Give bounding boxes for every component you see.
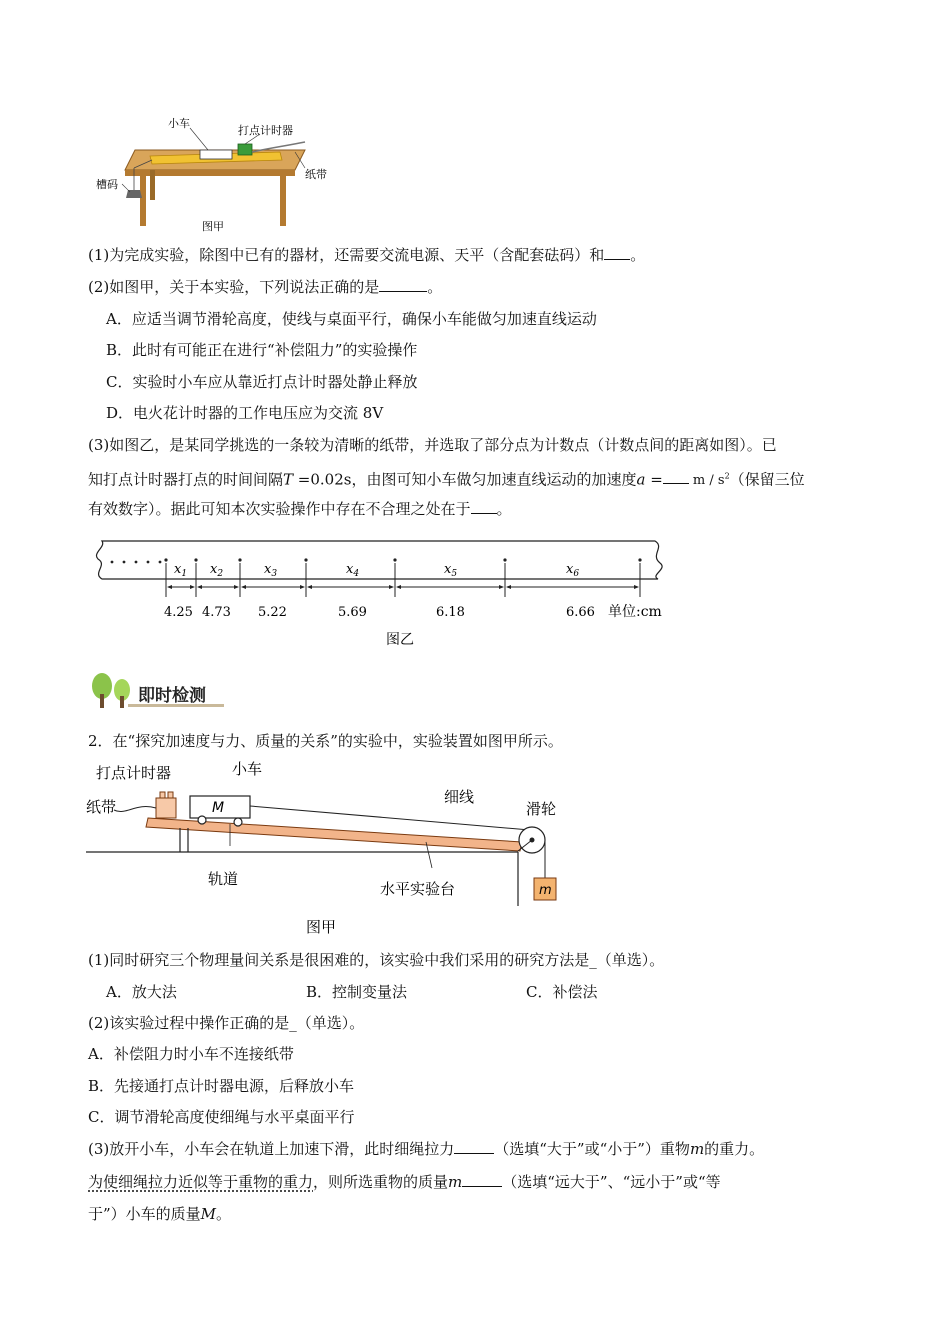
- q1-option-b: B．此时有可能正在进行“补偿阻力”的实验操作: [106, 341, 418, 359]
- weight-mass-label: m: [539, 883, 552, 898]
- segment-value-1: 4.25: [164, 605, 193, 620]
- q2-part1-option-b: B．控制变量法: [306, 983, 408, 1001]
- q2-part3-line1: (3)放开小车，小车会在轨道上加速下滑，此时细绳拉力 （选填“大于”或“小于”）重物m的重力。: [88, 1140, 765, 1158]
- figure-caption: 图甲: [202, 220, 224, 233]
- segment-value-4: 5.69: [338, 605, 367, 620]
- figure-incline-apparatus: [86, 756, 566, 946]
- q2-part2-option-b: B．先接通打点计时器电源，后释放小车: [88, 1077, 355, 1095]
- q2-part1-option-c: C．补偿法: [526, 983, 598, 1001]
- label-tape: 纸带: [86, 798, 117, 816]
- q1-option-a: A．应适当调节滑轮高度，使线与桌面平行，确保小车能做匀加速直线运动: [106, 310, 597, 328]
- segment-value-6: 6.66: [566, 605, 595, 620]
- segment-label-x5: $x_5$: [444, 562, 458, 579]
- q1-part2: (2)如图甲，关于本实验，下列说法正确的是 。: [88, 278, 443, 296]
- q2-part3-line3: 于”）小车的质量M。: [88, 1205, 232, 1223]
- banner-title: 即时检测: [138, 686, 206, 706]
- q2-part2: (2)该实验过程中操作正确的是_（单选）。: [88, 1014, 365, 1032]
- label-track: 轨道: [208, 870, 239, 888]
- label-weights: 槽码: [96, 178, 118, 191]
- label-timer: 打点计时器: [238, 124, 293, 137]
- figure-caption: 图乙: [386, 632, 414, 648]
- segment-value-5: 6.18: [436, 605, 465, 620]
- figure-caption: 图甲: [306, 918, 337, 936]
- figure-table-apparatus: [90, 112, 350, 237]
- q2-part1: (1)同时研究三个物理量间关系是很困难的，该实验中我们采用的研究方法是_（单选）。: [88, 951, 665, 969]
- q1-option-c: C．实验时小车应从靠近打点计时器处静止释放: [106, 373, 418, 391]
- q2-part1-option-a: A．放大法: [106, 983, 177, 1001]
- label-tape: 纸带: [305, 168, 327, 181]
- q1-part3-line3: 有效数字）。据此可知本次实验操作中存在不合理之处在于 。: [88, 500, 512, 518]
- segment-value-2: 4.73: [202, 605, 231, 620]
- segment-value-3: 5.22: [258, 605, 287, 620]
- q2-part2-option-c: C．调节滑轮高度使细绳与水平桌面平行: [88, 1108, 355, 1126]
- label-timer: 打点计时器: [96, 764, 172, 782]
- label-pulley: 滑轮: [526, 800, 557, 818]
- figure-paper-tape: [90, 535, 690, 650]
- segment-label-x3: $x_3$: [264, 562, 278, 579]
- q1-part1: (1)为完成实验，除图中已有的器材，还需要交流电源、天平（含配套砝码）和 。: [88, 246, 646, 264]
- q2-intro: 2．在“探究加速度与力、质量的关系”的实验中，实验装置如图甲所示。: [88, 732, 563, 750]
- segment-label-x6: $x_6$: [566, 562, 580, 579]
- q2-part2-option-a: A．补偿阻力时小车不连接纸带: [88, 1045, 294, 1063]
- label-string: 细线: [444, 788, 475, 806]
- label-car: 小车: [232, 760, 263, 778]
- label-car: 小车: [168, 117, 190, 130]
- q1-part3-line2: 知打点计时器打点的时间间隔T =0.02s，由图可知小车做匀加速直线运动的加速度$a = m / s^2$（保留三位: [88, 470, 805, 489]
- q2-part3-line2: 为使细绳拉力近似等于重物的重力，则所选重物的质量m （选填“远大于”、“远小于”或“等: [88, 1173, 721, 1191]
- q1-part3-line1: (3)如图乙，是某同学挑选的一条较为清晰的纸带，并选取了部分点为计数点（计数点间的距离如图）。已: [88, 436, 777, 454]
- segment-label-x4: $x_4$: [346, 562, 360, 579]
- section-banner: [88, 672, 228, 710]
- car-mass-label: M: [212, 800, 225, 816]
- q1-option-d: D．电火花计时器的工作电压应为交流 8V: [106, 404, 384, 422]
- label-table: 水平实验台: [380, 880, 456, 898]
- unit-label: 单位:cm: [608, 604, 662, 620]
- segment-label-x2: $x_2$: [210, 562, 224, 579]
- segment-label-x1: $x_1$: [174, 562, 188, 579]
